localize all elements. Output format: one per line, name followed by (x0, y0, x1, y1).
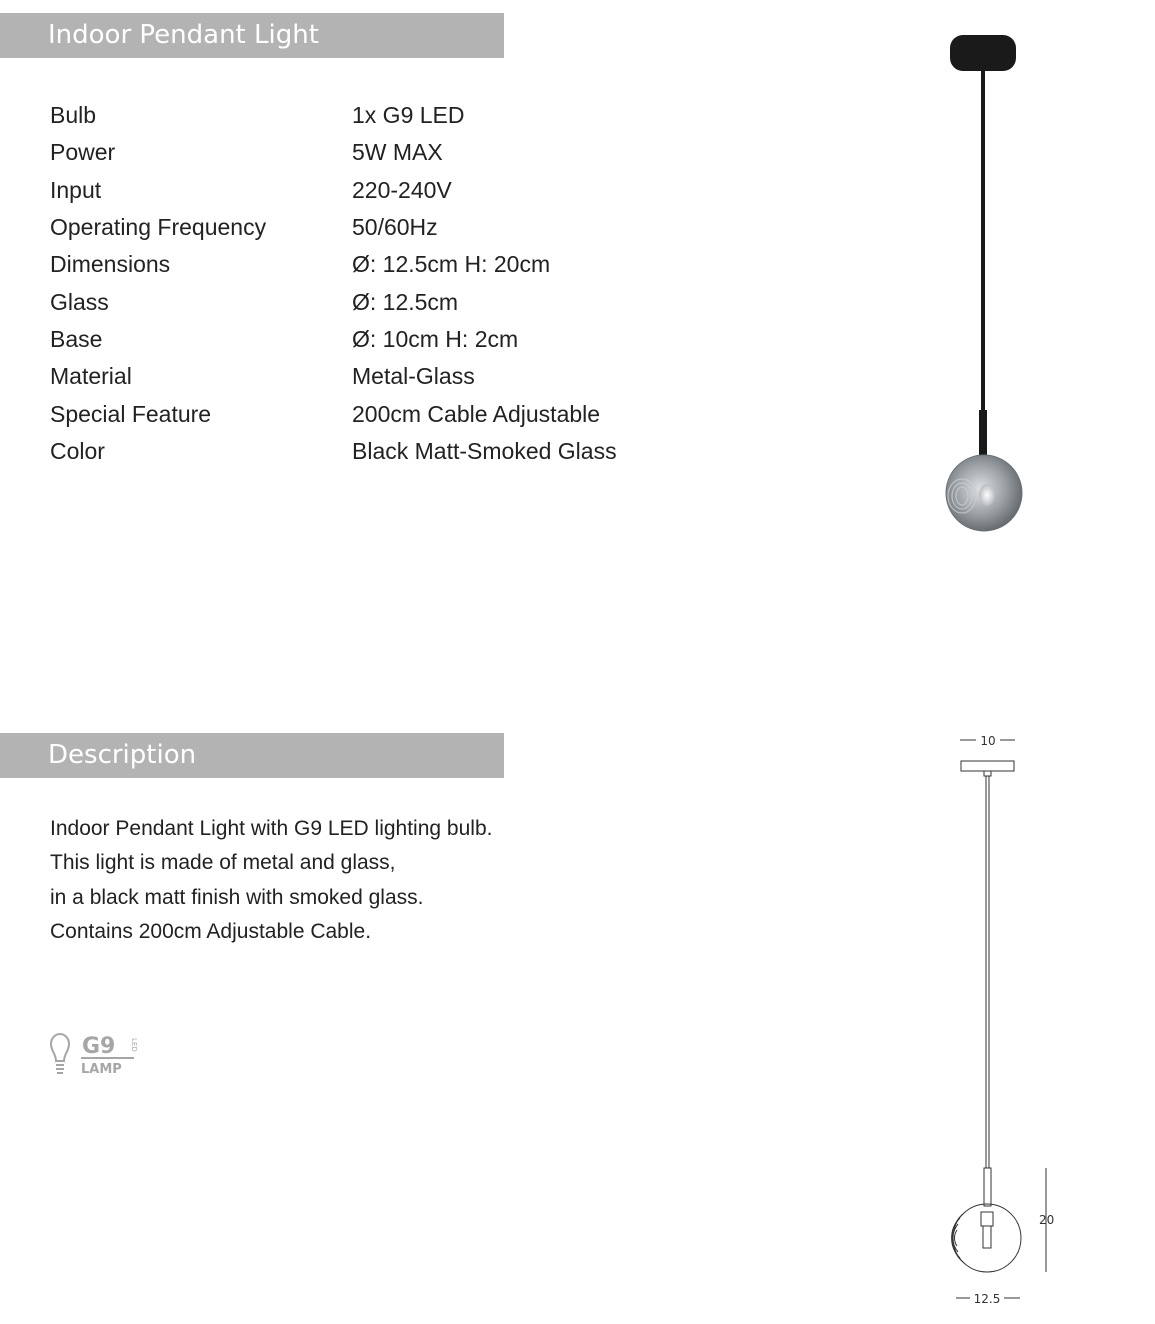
spec-row (50, 246, 617, 283)
spec-row (50, 209, 617, 246)
spec-label: Color (50, 437, 105, 464)
spec-label: Material (50, 363, 132, 390)
spec-label: Dimensions (50, 251, 171, 278)
dimension-width-label: 10 (980, 734, 996, 748)
spec-label: Input (50, 176, 102, 203)
description-line: Contains 200cm Adjustable Cable. (50, 919, 372, 943)
spec-label: Special Feature (50, 400, 212, 427)
spec-row (50, 134, 617, 171)
badge-label: LAMP (81, 1062, 122, 1077)
spec-label: Power (50, 139, 116, 166)
spec-value: Ø: 12.5cm H: 20cm (352, 251, 551, 278)
spec-table (50, 97, 617, 470)
spec-value: 220-240V (352, 176, 452, 203)
spec-value: 5W MAX (352, 139, 443, 166)
spec-label: Operating Frequency (50, 214, 267, 241)
pendant-lamp-image (935, 30, 1045, 540)
spec-value: 1x G9 LED (352, 102, 465, 129)
spec-row (50, 433, 617, 470)
spec-row (50, 358, 617, 395)
spec-row (50, 395, 617, 432)
description-line: This light is made of metal and glass, (50, 851, 396, 875)
spec-row (50, 97, 617, 134)
badge-sub: LED (130, 1038, 138, 1052)
spec-label: Bulb (50, 102, 97, 129)
spec-label: Base (50, 325, 103, 352)
spec-value: Black Matt-Smoked Glass (352, 437, 617, 464)
bulb-icon (51, 1034, 69, 1073)
badge-code: G9 (82, 1034, 116, 1059)
spec-value: 200cm Cable Adjustable (352, 400, 601, 427)
g9-led-lamp-badge (44, 1028, 144, 1080)
technical-drawing (940, 728, 1060, 1313)
dimension-diameter-label: 12.5 (973, 1292, 1001, 1306)
spec-row (50, 172, 617, 209)
description-line: Indoor Pendant Light with G9 LED lighting bulb. (50, 817, 493, 840)
spec-value: Ø: 12.5cm (352, 288, 459, 315)
spec-row (50, 321, 617, 358)
description-text (50, 812, 492, 949)
spec-value: Metal-Glass (352, 363, 475, 390)
spec-row (50, 283, 617, 320)
page-title: Indoor Pendant Light (0, 13, 504, 58)
section-title-description: Description (0, 733, 504, 778)
dimension-height-label: 20 (1039, 1213, 1055, 1227)
spec-value: 50/60Hz (352, 214, 438, 241)
spec-label: Glass (50, 288, 109, 315)
description-line: in a black matt finish with smoked glass. (50, 885, 424, 909)
spec-value: Ø: 10cm H: 2cm (352, 325, 519, 352)
